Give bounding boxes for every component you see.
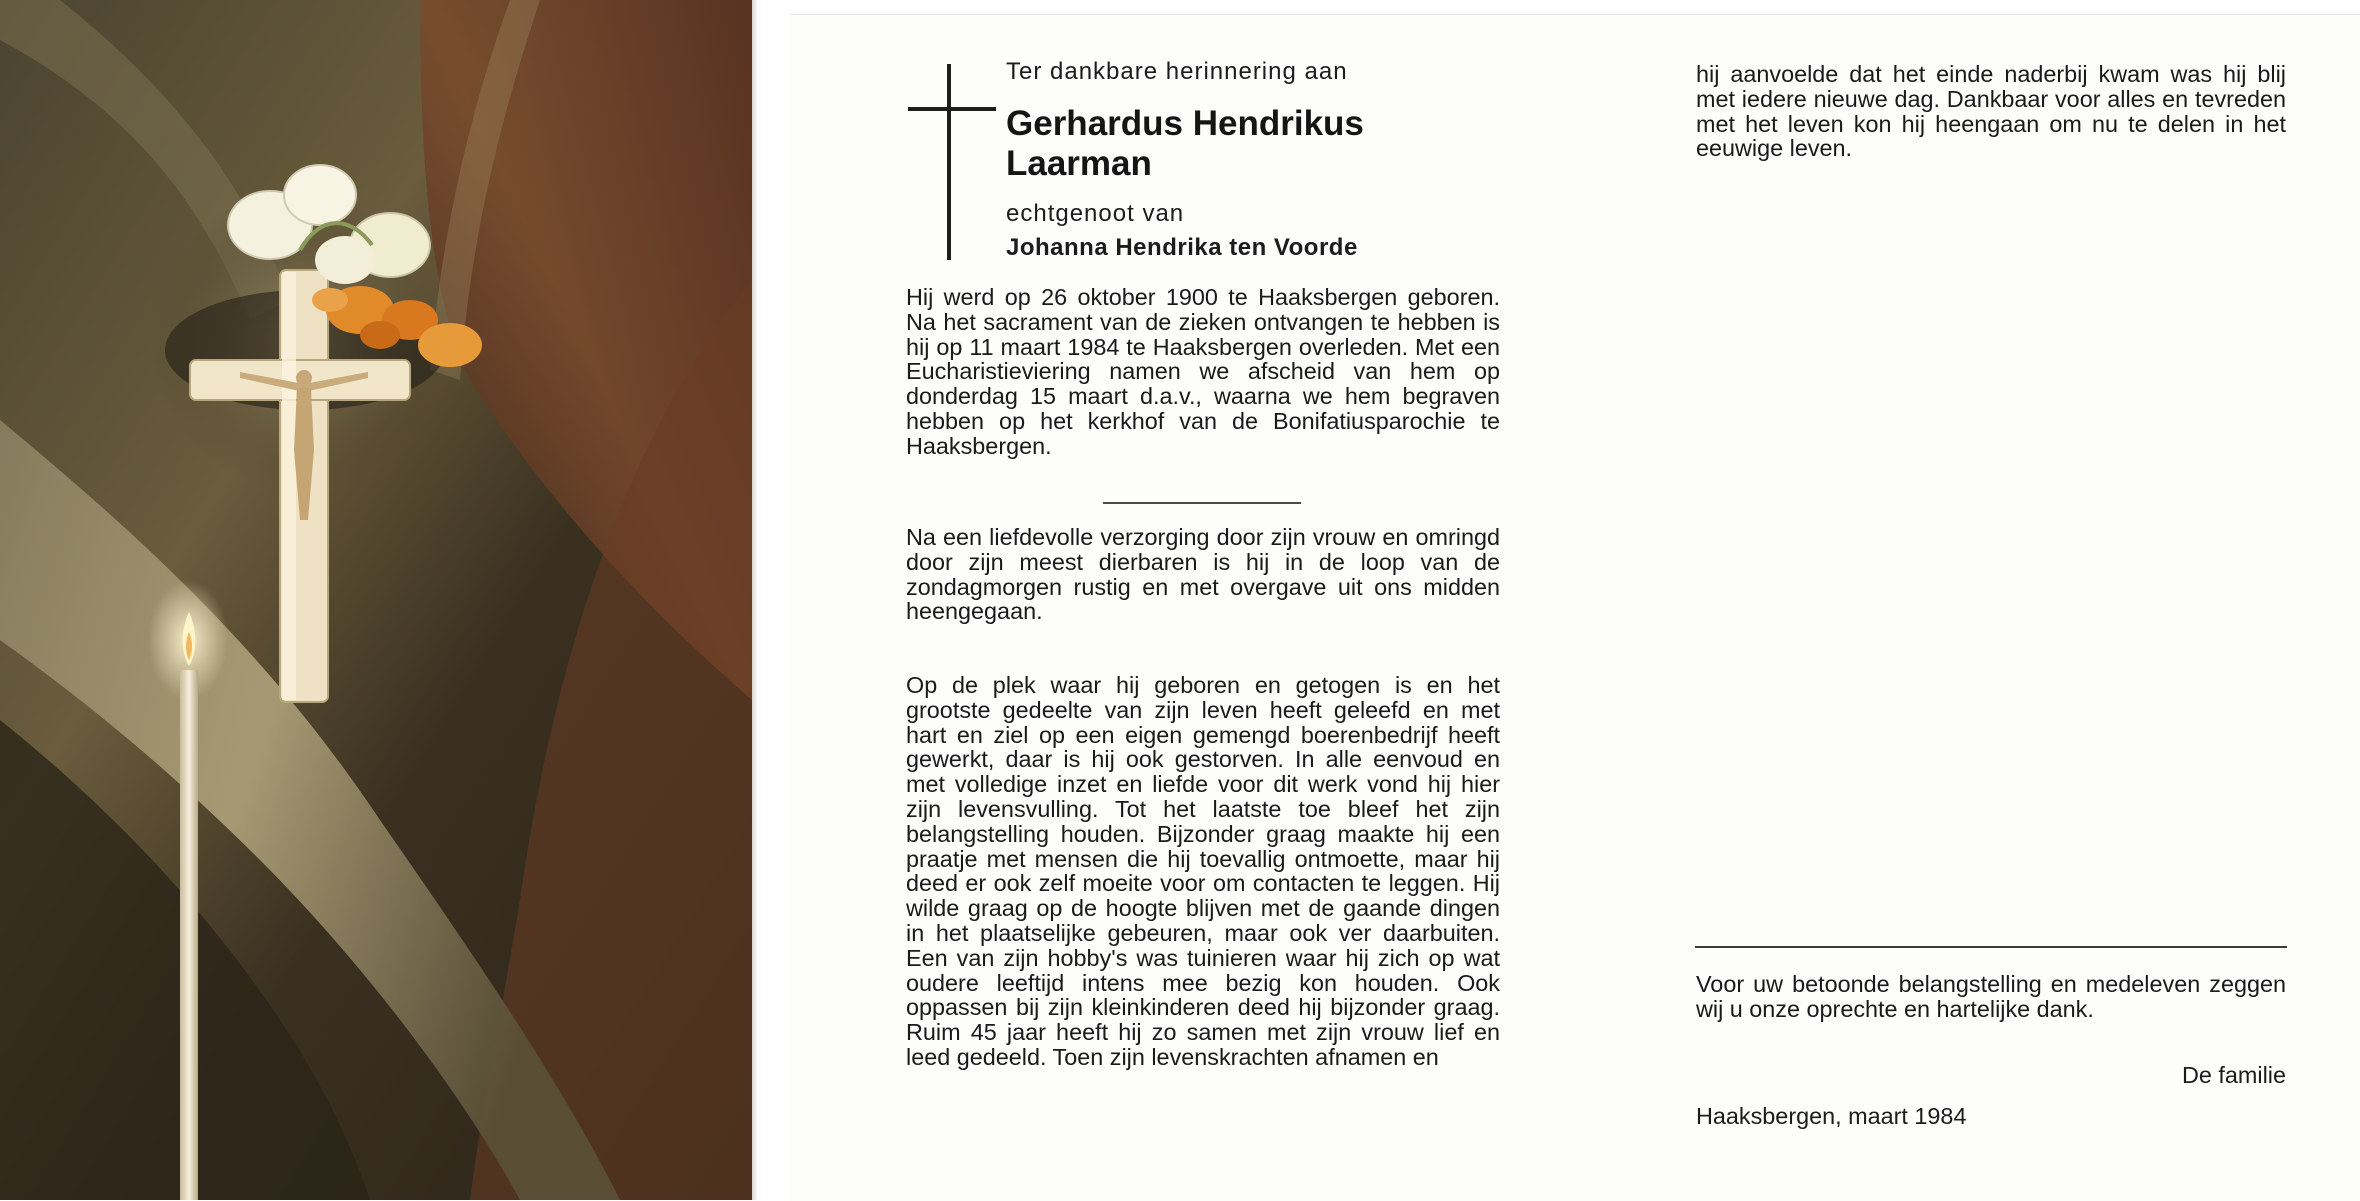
- spouse-intro: echtgenoot van: [1006, 200, 1185, 227]
- closing-divider: [1695, 946, 2287, 948]
- cross-icon-crossbar: [908, 107, 996, 111]
- deceased-name: [1006, 104, 1364, 184]
- continuation-paragraph: hij aanvoelde dat het einde naderbij kwam was hij blij met iedere nieuwe dag. Dankbaar voor alles en tevreden met het leven kon hij heengaan om nu te delen in het eeuwige leven.: [1696, 61, 2286, 162]
- deceased-name-line1: Gerhardus Hendrikus: [1006, 104, 1364, 143]
- place-date: Haaksbergen, maart 1984: [1696, 1103, 1967, 1129]
- family-signature: De familie: [2182, 1062, 2286, 1088]
- memorial-photo: [0, 0, 752, 1200]
- cross-icon: [947, 64, 951, 260]
- header-intro: Ter dankbare herinnering aan: [1006, 58, 1348, 85]
- care-paragraph: Na een liefdevolle verzorging door zijn vrouw en omringd door zijn meest dierbaren is hij in de loop van de zondagmorgen rustig en met overgave uit ons midden heengegaan.: [906, 524, 1500, 625]
- memorial-photo-illustration: [0, 0, 752, 1200]
- photo-border: [752, 0, 758, 1200]
- spouse-name: Johanna Hendrika ten Voorde: [1006, 234, 1358, 261]
- section-divider: [1103, 502, 1301, 504]
- biography-paragraph: Hij werd op 26 oktober 1900 te Haaksbergen geboren. Na het sacrament van de zieken ontvangen te hebben is hij op 11 maart 1984 te Haaksbergen overleden. Met een Eucharistieviering namen we afscheid van hem op donderdag 15 maart d.a.v., waarna we hem begraven hebben op het kerkhof van de Bonifatiusparochie te Haaksbergen.: [906, 284, 1500, 459]
- thanks-paragraph: Voor uw betoonde belangstelling en medeleven zeggen wij u onze oprechte en hartelijke dank.: [1696, 971, 2286, 1022]
- deceased-name-line2: Laarman: [1006, 144, 1152, 183]
- life-paragraph: Op de plek waar hij geboren en getogen is en het grootste gedeelte van zijn leven heeft geleefd en met hart en ziel op een eigen gemengd boerenbedrijf heeft gewerkt, daar is hij ook gestorven. In alle eenvoud en met volledige inzet en liefde voor dit werk vond hij hier zijn levensvulling. Tot het laatste toe bleef het zijn belangstelling houden. Bijzonder graag maakte hij een praatje met mensen die hij toevallig ontmoette, maar hij deed er ook zelf moeite voor om contacten te leggen. Hij wilde graag op de hoogte blijven met de gaande dingen in het plaatselijke gebeuren, maar ook ver daarbuiten. Een van zijn hobby's was tuinieren waar hij zich op wat oudere leeftijd intens mee bezig kon houden. Ook oppassen bij zijn kleinkinderen deed hij bijzonder graag. Ruim 45 jaar heeft hij zo samen met zijn vrouw lief en leed gedeeld. Toen zijn levenskrachten afnamen en: [906, 672, 1500, 1070]
